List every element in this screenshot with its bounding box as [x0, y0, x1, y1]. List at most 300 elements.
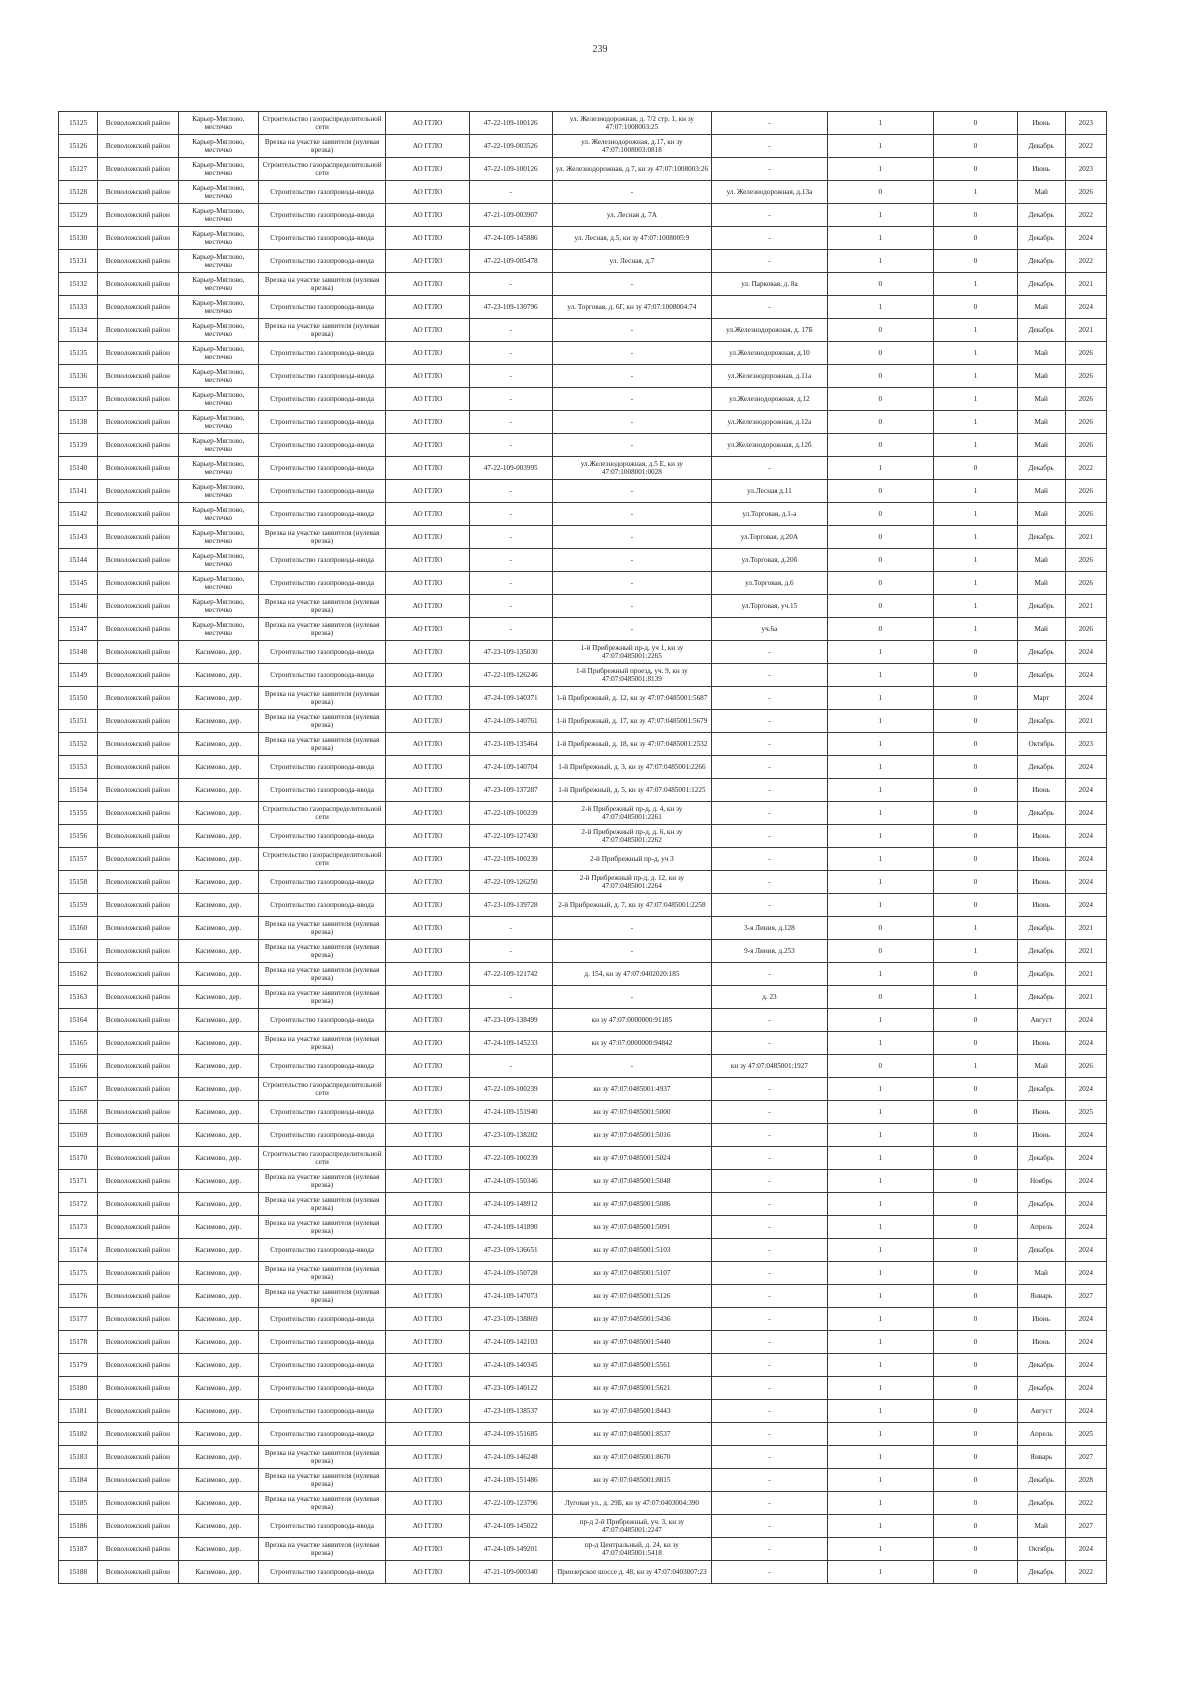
- table-row: [59, 710, 1107, 733]
- cell-district: Всеволожский район: [98, 1354, 178, 1377]
- cell-address-cadastral: пр-д 2-й Прибрежный, уч. 3, кн зу 47:07:0485001:2247: [552, 1515, 712, 1538]
- cell-district: Всеволожский район: [98, 572, 178, 595]
- cell-row-number: 15169: [59, 1124, 98, 1147]
- cell-address-cadastral: -: [552, 273, 712, 296]
- cell-organization: АО ГГЛО: [386, 227, 470, 250]
- cell-count-b: 0: [934, 756, 1018, 779]
- cell-month: Апрель: [1017, 1216, 1065, 1239]
- cell-work-type: Врезка на участке заявителя (нулевая врезка): [259, 618, 386, 641]
- cell-settlement: Карьер-Мяглово, местечко: [178, 342, 258, 365]
- cell-application-number: 47-24-109-151685: [469, 1423, 552, 1446]
- cell-district: Всеволожский район: [98, 802, 178, 825]
- cell-work-type: Врезка на участке заявителя (нулевая врезка): [259, 1492, 386, 1515]
- cell-organization: АО ГГЛО: [386, 779, 470, 802]
- table-row: [59, 227, 1107, 250]
- table-row: [59, 319, 1107, 342]
- cell-month: Июнь: [1017, 779, 1065, 802]
- cell-count-a: 0: [827, 365, 934, 388]
- cell-row-number: 15179: [59, 1354, 98, 1377]
- cell-month: Декабрь: [1017, 1469, 1065, 1492]
- table-row: [59, 664, 1107, 687]
- cell-organization: АО ГГЛО: [386, 1078, 470, 1101]
- cell-organization: АО ГГЛО: [386, 963, 470, 986]
- cell-month: Май: [1017, 1515, 1065, 1538]
- cell-work-type: Врезка на участке заявителя (нулевая врезка): [259, 1170, 386, 1193]
- cell-address-new: ул.Железнодорожная, д.10: [712, 342, 827, 365]
- cell-address-cadastral: 1-й Прибрежный, д. 3, кн зу 47:07:0485001:2266: [552, 756, 712, 779]
- cell-year: 2022: [1065, 250, 1106, 273]
- cell-count-a: 1: [827, 1469, 934, 1492]
- cell-settlement: Касимово, дер.: [178, 1308, 258, 1331]
- cell-count-b: 0: [934, 710, 1018, 733]
- cell-month: Август: [1017, 1400, 1065, 1423]
- cell-district: Всеволожский район: [98, 1147, 178, 1170]
- cell-count-b: 0: [934, 1216, 1018, 1239]
- table-row: [59, 871, 1107, 894]
- cell-row-number: 15136: [59, 365, 98, 388]
- cell-count-a: 0: [827, 1055, 934, 1078]
- cell-district: Всеволожский район: [98, 1561, 178, 1584]
- cell-organization: АО ГГЛО: [386, 848, 470, 871]
- cell-year: 2023: [1065, 158, 1106, 181]
- cell-address-cadastral: пр-д Центральный, д. 24, кн зу 47:07:0485001:5418: [552, 1538, 712, 1561]
- cell-year: 2026: [1065, 388, 1106, 411]
- cell-month: Декабрь: [1017, 457, 1065, 480]
- cell-application-number: 47-23-109-138282: [469, 1124, 552, 1147]
- cell-address-new: -: [712, 1032, 827, 1055]
- cell-application-number: -: [469, 940, 552, 963]
- cell-row-number: 15148: [59, 641, 98, 664]
- cell-count-a: 1: [827, 1239, 934, 1262]
- cell-month: Декабрь: [1017, 526, 1065, 549]
- cell-month: Июнь: [1017, 158, 1065, 181]
- cell-application-number: 47-22-109-003995: [469, 457, 552, 480]
- cell-year: 2026: [1065, 503, 1106, 526]
- cell-row-number: 15170: [59, 1147, 98, 1170]
- cell-year: 2026: [1065, 434, 1106, 457]
- cell-count-b: 0: [934, 779, 1018, 802]
- table-row: [59, 1377, 1107, 1400]
- cell-address-cadastral: кн зу 47:07:0485001:5126: [552, 1285, 712, 1308]
- cell-count-a: 1: [827, 1515, 934, 1538]
- cell-count-b: 1: [934, 572, 1018, 595]
- cell-work-type: Строительство газопровода-ввода: [259, 1423, 386, 1446]
- table-row: [59, 181, 1107, 204]
- cell-application-number: 47-21-109-000340: [469, 1561, 552, 1584]
- cell-organization: АО ГГЛО: [386, 664, 470, 687]
- cell-count-b: 0: [934, 1147, 1018, 1170]
- cell-year: 2026: [1065, 572, 1106, 595]
- cell-settlement: Касимово, дер.: [178, 1354, 258, 1377]
- cell-address-new: -: [712, 1538, 827, 1561]
- cell-settlement: Касимово, дер.: [178, 848, 258, 871]
- cell-district: Всеволожский район: [98, 549, 178, 572]
- cell-organization: АО ГГЛО: [386, 756, 470, 779]
- cell-organization: АО ГГЛО: [386, 1032, 470, 1055]
- cell-year: 2027: [1065, 1446, 1106, 1469]
- cell-work-type: Врезка на участке заявителя (нулевая врезка): [259, 1446, 386, 1469]
- cell-settlement: Касимово, дер.: [178, 641, 258, 664]
- cell-organization: АО ГГЛО: [386, 135, 470, 158]
- cell-address-new: -: [712, 1561, 827, 1584]
- cell-address-new: -: [712, 1331, 827, 1354]
- cell-district: Всеволожский район: [98, 618, 178, 641]
- cell-district: Всеволожский район: [98, 227, 178, 250]
- cell-work-type: Строительство газопровода-ввода: [259, 1009, 386, 1032]
- cell-count-b: 1: [934, 480, 1018, 503]
- cell-row-number: 15156: [59, 825, 98, 848]
- cell-address-cadastral: кн зу 47:07:0485001:8670: [552, 1446, 712, 1469]
- cell-work-type: Строительство газораспределительной сети: [259, 158, 386, 181]
- cell-count-a: 0: [827, 388, 934, 411]
- cell-count-b: 1: [934, 342, 1018, 365]
- cell-application-number: 47-23-109-135464: [469, 733, 552, 756]
- cell-month: Май: [1017, 342, 1065, 365]
- cell-address-cadastral: ул.Железнодорожная, д.5 Е, кн зу 47:07:1008001:0028: [552, 457, 712, 480]
- cell-work-type: Врезка на участке заявителя (нулевая врезка): [259, 917, 386, 940]
- table-row: [59, 894, 1107, 917]
- cell-count-a: 0: [827, 917, 934, 940]
- cell-settlement: Касимово, дер.: [178, 779, 258, 802]
- cell-application-number: 47-23-109-135030: [469, 641, 552, 664]
- cell-year: 2024: [1065, 894, 1106, 917]
- cell-application-number: 47-24-109-150346: [469, 1170, 552, 1193]
- cell-district: Всеволожский район: [98, 1538, 178, 1561]
- cell-application-number: 47-22-109-127430: [469, 825, 552, 848]
- cell-district: Всеволожский район: [98, 480, 178, 503]
- cell-address-cadastral: -: [552, 365, 712, 388]
- cell-month: Май: [1017, 411, 1065, 434]
- cell-year: 2024: [1065, 1032, 1106, 1055]
- cell-month: Декабрь: [1017, 917, 1065, 940]
- cell-district: Всеволожский район: [98, 1078, 178, 1101]
- cell-count-b: 0: [934, 664, 1018, 687]
- cell-district: Всеволожский район: [98, 756, 178, 779]
- cell-year: 2021: [1065, 963, 1106, 986]
- cell-organization: АО ГГЛО: [386, 204, 470, 227]
- cell-row-number: 15158: [59, 871, 98, 894]
- cell-organization: АО ГГЛО: [386, 1354, 470, 1377]
- cell-organization: АО ГГЛО: [386, 641, 470, 664]
- cell-count-a: 1: [827, 1285, 934, 1308]
- cell-row-number: 15171: [59, 1170, 98, 1193]
- cell-count-b: 0: [934, 1124, 1018, 1147]
- cell-application-number: 47-22-109-005478: [469, 250, 552, 273]
- cell-district: Всеволожский район: [98, 1262, 178, 1285]
- cell-month: Май: [1017, 1262, 1065, 1285]
- cell-year: 2025: [1065, 1101, 1106, 1124]
- cell-count-b: 0: [934, 1400, 1018, 1423]
- table-row: [59, 1423, 1107, 1446]
- cell-address-new: -: [712, 687, 827, 710]
- cell-district: Всеволожский район: [98, 526, 178, 549]
- cell-settlement: Касимово, дер.: [178, 986, 258, 1009]
- cell-address-new: -: [712, 457, 827, 480]
- cell-application-number: 47-24-109-145886: [469, 227, 552, 250]
- cell-address-new: ул.Торговая, д.20б: [712, 549, 827, 572]
- page-number: 239: [592, 44, 608, 55]
- cell-organization: АО ГГЛО: [386, 388, 470, 411]
- cell-count-a: 0: [827, 986, 934, 1009]
- cell-count-a: 1: [827, 1216, 934, 1239]
- cell-district: Всеволожский район: [98, 848, 178, 871]
- cell-address-new: -: [712, 204, 827, 227]
- cell-application-number: 47-22-109-121742: [469, 963, 552, 986]
- cell-row-number: 15162: [59, 963, 98, 986]
- cell-address-new: -: [712, 135, 827, 158]
- cell-address-cadastral: ул. Железнодорожная, д.17, кн зу 47:07:1008003:0818: [552, 135, 712, 158]
- cell-work-type: Строительство газопровода-ввода: [259, 664, 386, 687]
- cell-organization: АО ГГЛО: [386, 112, 470, 135]
- cell-organization: АО ГГЛО: [386, 181, 470, 204]
- cell-address-cadastral: кн зу 47:07:0485001:5436: [552, 1308, 712, 1331]
- cell-address-new: -: [712, 158, 827, 181]
- cell-row-number: 15127: [59, 158, 98, 181]
- cell-count-b: 1: [934, 618, 1018, 641]
- table-row: [59, 618, 1107, 641]
- cell-organization: АО ГГЛО: [386, 572, 470, 595]
- cell-count-b: 1: [934, 595, 1018, 618]
- cell-address-new: ул.Торговая, д.20А: [712, 526, 827, 549]
- cell-settlement: Касимово, дер.: [178, 1055, 258, 1078]
- cell-address-new: -: [712, 1285, 827, 1308]
- cell-application-number: 47-24-109-140704: [469, 756, 552, 779]
- cell-address-cadastral: кн зу 47:07:0485001:5561: [552, 1354, 712, 1377]
- cell-work-type: Врезка на участке заявителя (нулевая врезка): [259, 1538, 386, 1561]
- cell-settlement: Карьер-Мяглово, местечко: [178, 572, 258, 595]
- cell-district: Всеволожский район: [98, 112, 178, 135]
- cell-work-type: Врезка на участке заявителя (нулевая врезка): [259, 1285, 386, 1308]
- cell-count-a: 1: [827, 1193, 934, 1216]
- cell-address-cadastral: кн зу 47:07:0485001:5000: [552, 1101, 712, 1124]
- cell-year: 2022: [1065, 457, 1106, 480]
- cell-work-type: Строительство газопровода-ввода: [259, 871, 386, 894]
- cell-settlement: Касимово, дер.: [178, 1423, 258, 1446]
- cell-year: 2024: [1065, 1216, 1106, 1239]
- cell-work-type: Врезка на участке заявителя (нулевая врезка): [259, 1262, 386, 1285]
- cell-month: Июнь: [1017, 848, 1065, 871]
- cell-year: 2021: [1065, 917, 1106, 940]
- cell-settlement: Карьер-Мяглово, местечко: [178, 204, 258, 227]
- cell-organization: АО ГГЛО: [386, 503, 470, 526]
- cell-work-type: Строительство газопровода-ввода: [259, 181, 386, 204]
- cell-count-b: 0: [934, 204, 1018, 227]
- cell-row-number: 15151: [59, 710, 98, 733]
- cell-count-b: 0: [934, 1170, 1018, 1193]
- cell-month: Июнь: [1017, 1101, 1065, 1124]
- cell-district: Всеволожский район: [98, 457, 178, 480]
- cell-year: 2021: [1065, 319, 1106, 342]
- cell-row-number: 15146: [59, 595, 98, 618]
- cell-count-a: 1: [827, 779, 934, 802]
- cell-organization: АО ГГЛО: [386, 526, 470, 549]
- cell-count-a: 1: [827, 158, 934, 181]
- cell-organization: АО ГГЛО: [386, 365, 470, 388]
- cell-month: Декабрь: [1017, 802, 1065, 825]
- cell-count-b: 0: [934, 871, 1018, 894]
- cell-application-number: -: [469, 181, 552, 204]
- cell-address-cadastral: кн зу 47:07:0485001:5048: [552, 1170, 712, 1193]
- cell-count-a: 1: [827, 457, 934, 480]
- cell-district: Всеволожский район: [98, 250, 178, 273]
- cell-application-number: -: [469, 503, 552, 526]
- cell-address-cadastral: ул. Торговая, д. 6Г, кн зу 47:07:1008004:74: [552, 296, 712, 319]
- cell-count-b: 0: [934, 825, 1018, 848]
- cell-count-b: 1: [934, 273, 1018, 296]
- cell-year: 2024: [1065, 848, 1106, 871]
- cell-address-cadastral: ул. Железнодорожная, д. 7/2 стр. 1, кн зу 47:07:1008003:25: [552, 112, 712, 135]
- table-row: [59, 549, 1107, 572]
- table-row: [59, 1561, 1107, 1584]
- cell-row-number: 15182: [59, 1423, 98, 1446]
- cell-work-type: Строительство газопровода-ввода: [259, 296, 386, 319]
- cell-application-number: 47-24-109-147073: [469, 1285, 552, 1308]
- table-row: [59, 411, 1107, 434]
- table-row: [59, 1124, 1107, 1147]
- cell-settlement: Касимово, дер.: [178, 733, 258, 756]
- cell-year: 2024: [1065, 779, 1106, 802]
- cell-row-number: 15174: [59, 1239, 98, 1262]
- cell-month: Декабрь: [1017, 1377, 1065, 1400]
- table-row: [59, 986, 1107, 1009]
- cell-application-number: -: [469, 549, 552, 572]
- cell-work-type: Строительство газопровода-ввода: [259, 365, 386, 388]
- table-row: [59, 848, 1107, 871]
- cell-row-number: 15185: [59, 1492, 98, 1515]
- cell-address-cadastral: д. 154, кн зу 47:07:0402020:185: [552, 963, 712, 986]
- cell-row-number: 15160: [59, 917, 98, 940]
- cell-application-number: 47-24-109-140345: [469, 1354, 552, 1377]
- cell-year: 2024: [1065, 1538, 1106, 1561]
- cell-application-number: -: [469, 526, 552, 549]
- cell-year: 2024: [1065, 1193, 1106, 1216]
- cell-address-cadastral: кн зу 47:07:0485001:8443: [552, 1400, 712, 1423]
- table-row: [59, 1538, 1107, 1561]
- cell-count-a: 0: [827, 434, 934, 457]
- cell-settlement: Карьер-Мяглово, местечко: [178, 319, 258, 342]
- cell-count-b: 1: [934, 940, 1018, 963]
- cell-application-number: 47-23-109-138537: [469, 1400, 552, 1423]
- cell-month: Июнь: [1017, 871, 1065, 894]
- cell-district: Всеволожский район: [98, 1239, 178, 1262]
- cell-settlement: Касимово, дер.: [178, 1032, 258, 1055]
- cell-address-cadastral: -: [552, 526, 712, 549]
- cell-row-number: 15187: [59, 1538, 98, 1561]
- cell-work-type: Строительство газопровода-ввода: [259, 457, 386, 480]
- cell-row-number: 15166: [59, 1055, 98, 1078]
- cell-organization: АО ГГЛО: [386, 1055, 470, 1078]
- cell-work-type: Строительство газопровода-ввода: [259, 1331, 386, 1354]
- cell-work-type: Строительство газопровода-ввода: [259, 549, 386, 572]
- table-row: [59, 457, 1107, 480]
- cell-address-new: -: [712, 733, 827, 756]
- table-row: [59, 1239, 1107, 1262]
- cell-row-number: 15134: [59, 319, 98, 342]
- cell-work-type: Строительство газопровода-ввода: [259, 641, 386, 664]
- cell-address-cadastral: -: [552, 388, 712, 411]
- cell-address-cadastral: -: [552, 480, 712, 503]
- cell-work-type: Строительство газопровода-ввода: [259, 411, 386, 434]
- cell-year: 2024: [1065, 1354, 1106, 1377]
- cell-count-a: 0: [827, 618, 934, 641]
- cell-work-type: Строительство газопровода-ввода: [259, 1377, 386, 1400]
- cell-settlement: Касимово, дер.: [178, 1469, 258, 1492]
- cell-row-number: 15181: [59, 1400, 98, 1423]
- cell-address-cadastral: Приозерское шоссе д. 48, кн зу 47:07:0403007:23: [552, 1561, 712, 1584]
- cell-settlement: Касимово, дер.: [178, 1147, 258, 1170]
- cell-application-number: 47-23-109-138499: [469, 1009, 552, 1032]
- cell-address-new: -: [712, 710, 827, 733]
- cell-district: Всеволожский район: [98, 1216, 178, 1239]
- cell-count-a: 0: [827, 480, 934, 503]
- cell-application-number: 47-23-109-137287: [469, 779, 552, 802]
- cell-year: 2024: [1065, 227, 1106, 250]
- cell-settlement: Касимово, дер.: [178, 1078, 258, 1101]
- cell-address-new: -: [712, 296, 827, 319]
- table-row: [59, 1262, 1107, 1285]
- cell-organization: АО ГГЛО: [386, 457, 470, 480]
- cell-organization: АО ГГЛО: [386, 917, 470, 940]
- cell-count-a: 1: [827, 1492, 934, 1515]
- cell-month: Январь: [1017, 1285, 1065, 1308]
- cell-month: Декабрь: [1017, 273, 1065, 296]
- table-row: [59, 1285, 1107, 1308]
- cell-row-number: 15184: [59, 1469, 98, 1492]
- cell-district: Всеволожский район: [98, 871, 178, 894]
- cell-row-number: 15140: [59, 457, 98, 480]
- cell-address-new: ул.Железнодорожная, д.11а: [712, 365, 827, 388]
- cell-year: 2027: [1065, 1285, 1106, 1308]
- cell-application-number: -: [469, 618, 552, 641]
- cell-row-number: 15164: [59, 1009, 98, 1032]
- cell-year: 2024: [1065, 1308, 1106, 1331]
- cell-row-number: 15142: [59, 503, 98, 526]
- cell-month: Декабрь: [1017, 963, 1065, 986]
- cell-district: Всеволожский район: [98, 940, 178, 963]
- cell-month: Май: [1017, 388, 1065, 411]
- cell-application-number: 47-24-109-142103: [469, 1331, 552, 1354]
- cell-year: 2026: [1065, 480, 1106, 503]
- cell-application-number: 47-22-109-100239: [469, 1078, 552, 1101]
- cell-settlement: Касимово, дер.: [178, 687, 258, 710]
- cell-count-b: 0: [934, 1331, 1018, 1354]
- cell-count-b: 0: [934, 848, 1018, 871]
- cell-year: 2024: [1065, 1262, 1106, 1285]
- cell-district: Всеволожский район: [98, 894, 178, 917]
- cell-work-type: Строительство газопровода-ввода: [259, 1124, 386, 1147]
- cell-year: 2024: [1065, 1009, 1106, 1032]
- cell-count-b: 0: [934, 1561, 1018, 1584]
- cell-settlement: Карьер-Мяглово, местечко: [178, 549, 258, 572]
- cell-organization: АО ГГЛО: [386, 1423, 470, 1446]
- cell-address-cadastral: кн зу 47:07:0485001:5016: [552, 1124, 712, 1147]
- cell-address-cadastral: ул. Железнодорожная, д.7, кн зу 47:07:1008003:26: [552, 158, 712, 181]
- cell-row-number: 15157: [59, 848, 98, 871]
- cell-month: Декабрь: [1017, 319, 1065, 342]
- cell-application-number: 47-23-109-139728: [469, 894, 552, 917]
- cell-application-number: -: [469, 434, 552, 457]
- cell-work-type: Строительство газораспределительной сети: [259, 848, 386, 871]
- cell-settlement: Карьер-Мяглово, местечко: [178, 434, 258, 457]
- cell-district: Всеволожский район: [98, 963, 178, 986]
- cell-month: Декабрь: [1017, 1078, 1065, 1101]
- cell-settlement: Карьер-Мяглово, местечко: [178, 411, 258, 434]
- table-row: [59, 273, 1107, 296]
- cell-settlement: Касимово, дер.: [178, 1377, 258, 1400]
- cell-settlement: Касимово, дер.: [178, 1538, 258, 1561]
- cell-count-b: 0: [934, 1009, 1018, 1032]
- table-row: [59, 342, 1107, 365]
